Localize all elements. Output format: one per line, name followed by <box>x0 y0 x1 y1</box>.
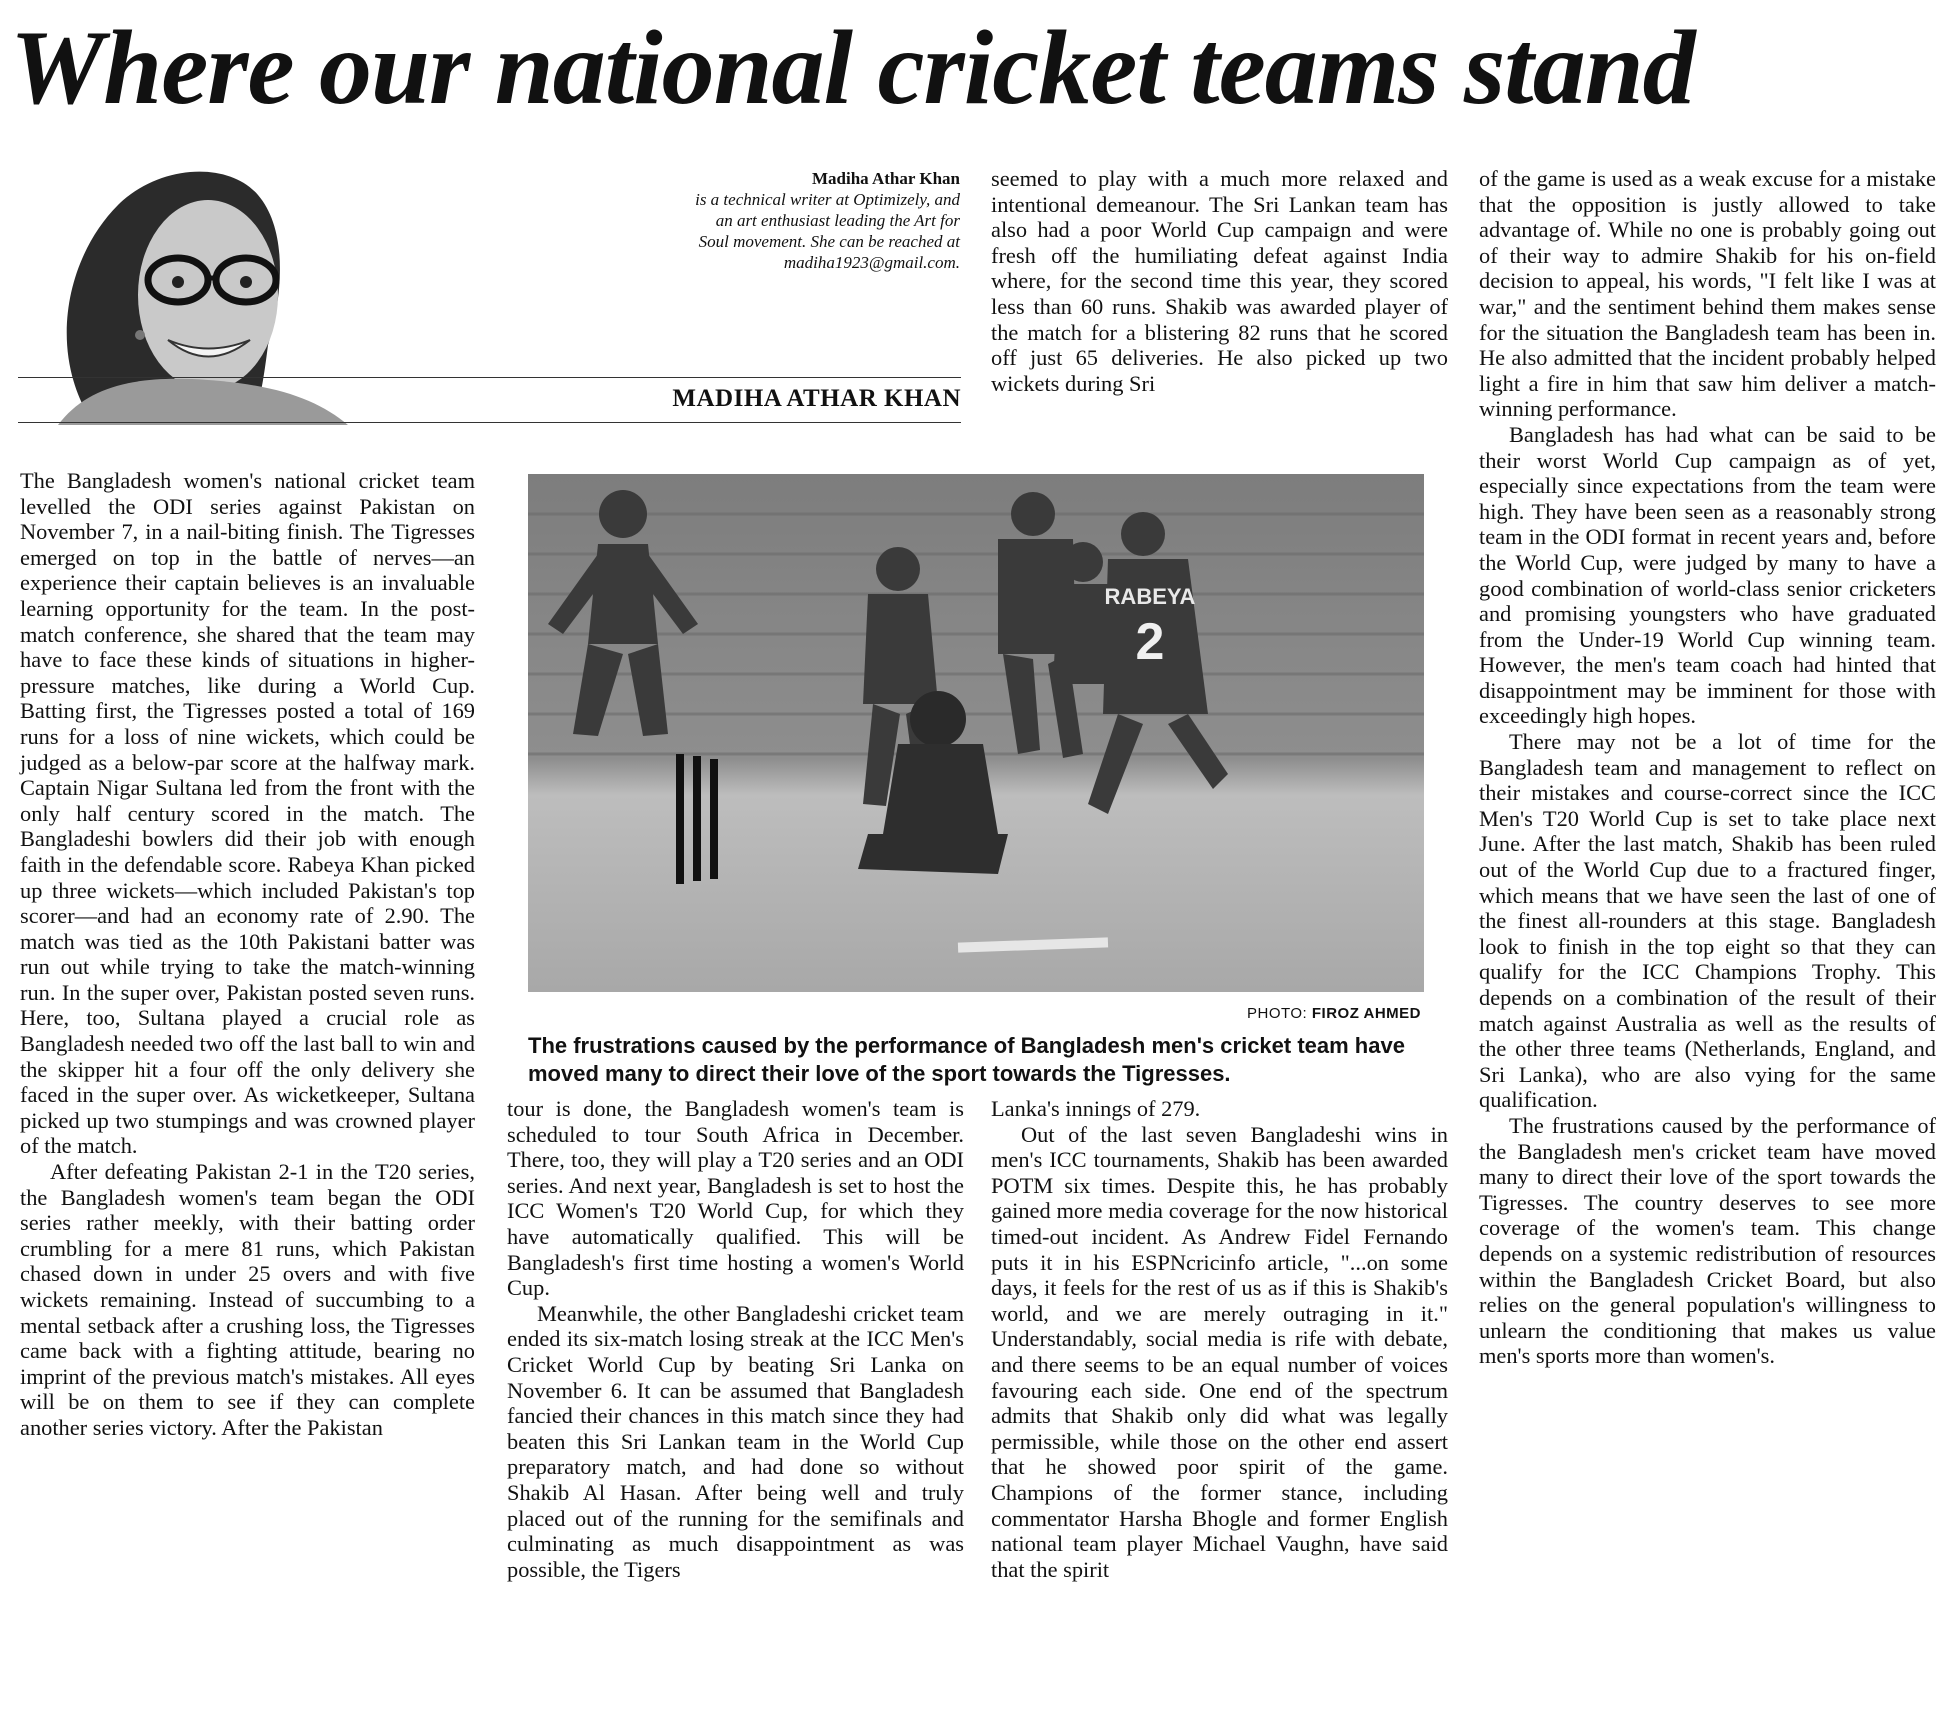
paragraph: The Bangladesh women's national cricket team levelled the ODI series against Pakistan on November 7, in a nail-biting finish. The Tigresses emerged on top in the battle of nerves—an experience their captain believes is an invaluable learning opportunity for the team. In the post-match conference, she shared that the team may have to face these kinds of situations in higher-pressure matches, like during a World Cup. Batting first, the Tigresses posted a total of 169 runs for a loss of nine wickets, which could be judged as a below-par score at the halfway mark. Captain Nigar Sultana led from the front with the only half century scored in the match. The Bangladeshi bowlers did their job with enough faith in the defendable score. Rabeya Khan picked up three wickets—which included Pakistan's top scorer—and had an economy rate of 2.90. The match was tied as the 10th Pakistani batter was run out while trying to take the match-winning run. In the super over, Pakistan posted seven runs. Here, too, Sultana played a crucial role as Bangladesh needed two off the last ball to win and the skipper hit a four off the only delivery she faced in the super over. As wicketkeeper, Sultana picked up two stumpings and was crowned player of the match. <box>20 468 475 1159</box>
paragraph: The frustrations caused by the performance of the Bangladesh men's cricket team have moved many to direct their love of the sport towards the Tigresses. The country deserves to see more coverage of the women's team. This change depends on a systemic redistribution of resources within the Bangladesh Cricket Board, but also relies on the general population's willingness to unlearn the conditioning that makes us value men's sports more than women's. <box>1479 1112 1936 1369</box>
jersey-name: RABEYA <box>1104 584 1196 609</box>
author-bio-line: Soul movement. She can be reached at <box>698 232 960 251</box>
paragraph: Meanwhile, the other Bangladeshi cricket team ended its six-match losing streak at the ICC Men's Cricket World Cup by beating Sri Lanka on November 6. It can be assumed that Bangladesh fancied their chances in this match since they had beaten this Sri Lankan team in the World Cup preparatory match, and had done so without Shakib Al Hasan. After being well and truly placed out of the running for the semifinals and culminating as much disappointment as was possible, the Tigers <box>507 1300 964 1582</box>
photo-caption: The frustrations caused by the performance of Bangladesh men's cricket team have moved many to direct their love of the sport towards the Tigresses. <box>528 1033 1405 1086</box>
paragraph: Out of the last seven Bangladeshi wins in men's ICC tournaments, Shakib has been awarded POTM six times. Despite this, he has probably gained more media coverage for the now historical timed-out incident. As Andrew Fidel Fernando puts it in his ESPNcricinfo article, "...on some days, it feels for the rest of us as if this is Shakib's world, and we are merely outraging in it." Understandably, social media is rife with debate, and there seems to be an equal number of voices favouring each side. One end of the spectrum admits that Shakib only did what was legally permissible, while those on the other end assert that he showed poor spirit of the game. Champions of the former stance, including commentator Harsha Bhogle and former English national team player Michael Vaughn, have said that the spirit <box>991 1121 1448 1582</box>
author-bio-line: is a technical writer at Optimizely, and <box>695 190 960 209</box>
byline-rule-top <box>18 377 961 378</box>
author-bio-line: an art enthusiast leading the Art for <box>715 211 960 230</box>
article-column-3-top <box>991 166 1448 396</box>
byline-rule-bottom <box>18 422 961 423</box>
article-column-2 <box>507 1096 964 1582</box>
article-column-4 <box>1479 166 1936 1369</box>
paragraph: Bangladesh has had what can be said to be their worst World Cup campaign as of yet, especially since expectations from the team were high. They have been seen as a reasonably strong team in the ODI format in recent years and, before the World Cup, were judged by many to have a good combination of world-class senior cricketers and promising youngsters who have graduated from the Under-19 World Cup winning team. However, the men's team coach had hinted that disappointment may be imminent for those with exceedingly high hopes. <box>1479 421 1936 729</box>
paragraph: Lanka's innings of 279. <box>991 1096 1201 1121</box>
author-name: Madiha Athar Khan <box>811 169 960 188</box>
photo-credit <box>1247 1005 1421 1022</box>
jersey-number: 2 <box>1135 613 1165 671</box>
photo-credit-prefix: PHOTO: <box>1246 1005 1308 1022</box>
byline: MADIHA ATHAR KHAN <box>672 385 961 412</box>
author-portrait <box>18 145 378 425</box>
paragraph: seemed to play with a much more relaxed and intentional demeanour. The Sri Lankan team has also had a poor World Cup campaign and were fresh off the humiliating defeat against India where, for the second time this year, they scored less than 60 runs. Shakib was awarded player of the match for a blistering 82 runs that he scored off just 65 deliveries. He also picked up two wickets during Sri <box>991 166 1448 396</box>
author-bio-line: madiha1923@gmail.com. <box>783 253 960 272</box>
headline: Where our national cricket teams stand <box>10 9 1695 126</box>
author-bio <box>520 168 960 273</box>
paragraph: There may not be a lot of time for the Bangladesh team and management to reflect on their mistakes and course-correct since the ICC Men's T20 World Cup is set to take place next June. After the last match, Shakib has been ruled out of the World Cup due to a fractured finger, which means that we have seen the last of one of the finest all-rounders at this stage. Bangladesh look to finish in the top eight so that they can qualify for the ICC Champions Trophy. This depends on a combination of the result of their match against Australia as well as the results of the other three teams (Netherlands, England, and Sri Lanka), who are also vying for the same qualification. <box>1479 729 1936 1113</box>
cricket-celebration-photo <box>528 474 1424 992</box>
article-column-3-bottom <box>991 1096 1448 1582</box>
paragraph: After defeating Pakistan 2-1 in the T20 series, the Bangladesh women's team began the ODI series rather meekly, with their batting order crumbling for a mere 81 runs, which Pakistan chased down in under 25 overs and with five wickets remaining. Instead of succumbing to a mental setback after a crushing loss, the Tigresses came back with a fighting attitude, bearing no imprint of the previous match's mistakes. All eyes will be on them to see if they can complete another series victory. After the Pakistan <box>20 1159 475 1440</box>
paragraph: tour is done, the Bangladesh women's team is scheduled to tour South Africa in December. There, too, they will play a T20 series and an ODI series. And next year, Bangladesh is set to host the ICC Women's T20 World Cup, for which they have automatically qualified. This will be Bangladesh's first time hosting a women's World Cup. <box>507 1096 964 1301</box>
paragraph: of the game is used as a weak excuse for a mistake that the opposition is justly allowed to take advantage of. While no one is probably going out of their way to admire Shakib for his on-field decision to appeal, his words, "I felt like I was at war," and the sentiment behind them makes sense for the situation the Bangladesh team has been in. He also admitted that the incident probably helped light a fire in him that saw him deliver a match-winning performance. <box>1479 166 1936 422</box>
article-column-1 <box>20 468 475 1441</box>
photo-credit-name: FIROZ AHMED <box>1311 1005 1421 1022</box>
